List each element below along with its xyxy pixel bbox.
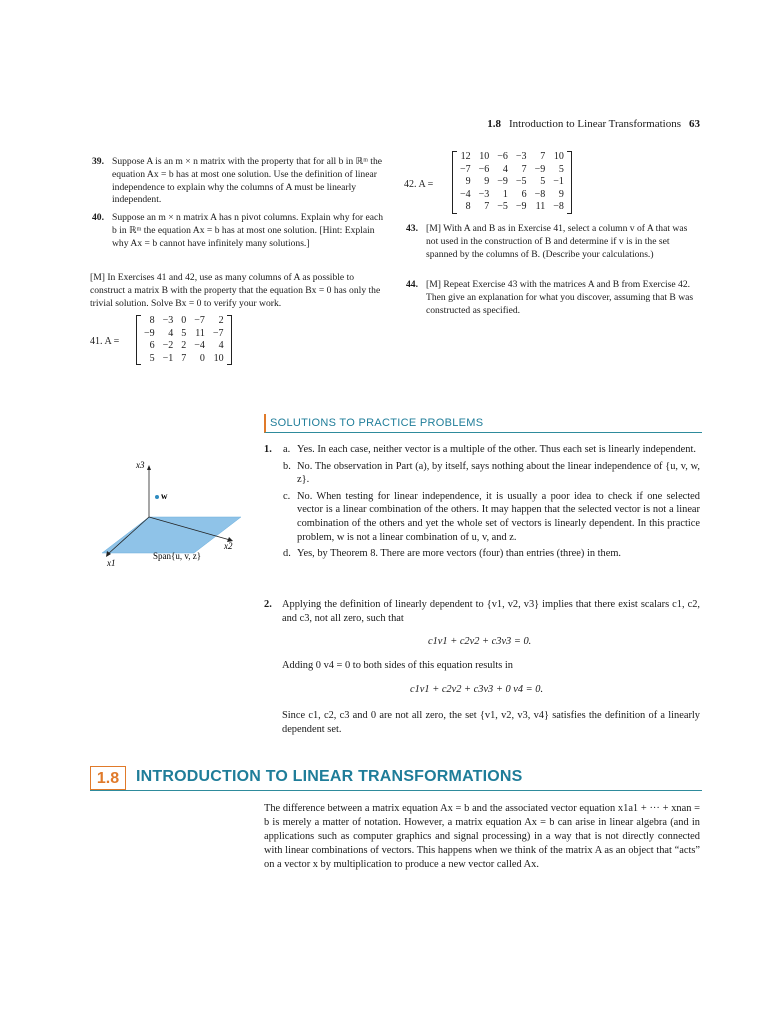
part-text: Yes, by Theorem 8. There are more vectors (four) than entries (three) in them. [297,548,622,560]
solution-2-part-3 [264,709,700,736]
equation-1: c1v1 + c2v2 + c3v3 = 0. [428,636,532,647]
matrix-entry: −2 [162,340,174,352]
span-label: Span{u, v, z} [153,551,202,561]
matrix-row [456,164,568,177]
solutions-heading: SOLUTIONS TO PRACTICE PROBLEMS [270,417,484,429]
exercise-41-label: 41. A = [90,336,120,347]
solution-1d [283,547,700,561]
exercise-text: [M] Repeat Exercise 43 with the matrices A and B from Exercise 42. Then give an explanation for what you discover, assuming that B was constructed as specified. [426,279,694,316]
matrix-entry: −3 [162,315,174,326]
matrix-row [140,315,228,328]
equation-2: c1v1 + c2v2 + c3v3 + 0 v4 = 0. [410,684,544,695]
part-label: d. [283,548,291,560]
matrix-entry: 10 [213,352,224,364]
matrix-entry: 11 [195,327,205,339]
matrix-42 [452,151,572,217]
section-heading [90,766,702,791]
matrix-row [456,201,568,214]
matrix-entry: 7 [521,163,527,175]
exercise-text: [M] With A and B as in Exercise 41, select a column v of A that was not used in the construction of B and determine if v is in the set spanned by the columns of B. (Describe your calculations.) [426,223,688,260]
matrix-entry: −6 [497,151,508,162]
matrix-entry: −4 [194,340,205,352]
exercise-m-instructions [90,272,384,310]
span-plane [102,517,241,553]
matrix-entry: 9 [465,176,471,188]
matrix-entry: 6 [149,340,155,352]
matrix-entry: −7 [460,163,471,175]
matrix-entry: 12 [460,151,471,162]
matrix-entry: 8 [465,201,471,213]
matrix-entry: −3 [478,188,490,200]
exercise-number: 40. [92,212,104,223]
vector-w-point [155,495,159,499]
exercise-text: [M] In Exercises 41 and 42, use as many columns of A as possible to construct a matrix B with the property that the equation Bx = 0 has only the trivial solution. Solve Bx = 0 to verify your work. [90,272,381,309]
matrix-entry: 0 [181,315,187,326]
x3-arrow-icon [147,465,151,470]
matrix-row [140,353,228,366]
exercise-39 [92,156,384,207]
part-label: a. [283,444,291,455]
matrix-entry: −9 [515,201,527,213]
solution-2-text-3: Since c1, c2, c3 and 0 are not all zero, the set {v1, v2, v3, v4} satisfies the definition of a linearly dependent set. [282,710,700,735]
matrix-entry: −6 [478,163,490,175]
exercise-number: 43. [406,223,418,234]
section-number: 1.8 [90,766,126,790]
matrix-entry: 1 [502,188,508,200]
matrix-entry: 5 [181,327,187,339]
solution-1c [283,490,700,544]
matrix-entry: 2 [181,340,187,352]
x3-label: x3 [136,460,145,470]
exercise-number: 39. [92,156,104,167]
exercise-number: 44. [406,279,418,290]
x1-label: x1 [107,558,116,568]
matrix-entry: −1 [162,352,174,364]
matrix-entry: −7 [212,327,224,339]
header-section-number: 1.8 [487,118,501,130]
matrix-row [140,328,228,341]
matrix-entry: −3 [515,151,527,162]
matrix-entry: 4 [502,163,508,175]
matrix-row [140,340,228,353]
matrix-row [456,176,568,189]
matrix-entry: −8 [534,188,546,200]
matrix-entry: 6 [521,188,527,200]
matrix-entry: 8 [149,315,155,326]
matrix-entry: −4 [460,188,471,200]
exercise-40 [92,212,384,250]
exercise-text: Suppose an m × n matrix A has n pivot columns. Explain why for each b in ℝᵐ the equation Ax = b has at most one solution. [Hint: Explain why Ax = b cannot have infinitely many solutions.] [112,212,384,249]
matrix-entry: −5 [497,201,508,213]
w-label: w [161,491,168,501]
solution-2-text-2: Adding 0 v4 = 0 to both sides of this equation results in [282,660,513,671]
matrix-entry: −9 [534,163,546,175]
x2-label: x2 [224,541,233,551]
matrix-entry: 11 [535,201,546,213]
matrix-entry: 10 [553,151,564,162]
exercise-42-label: 42. A = [404,179,434,190]
matrix-entry: 5 [149,352,155,364]
matrix-row [456,189,568,202]
matrix-entry: 9 [484,176,490,188]
matrix-entry: −9 [144,327,155,339]
solution-2-text-1: Applying the definition of linearly dependent to {v1, v2, v3} implies that there exist scalars c1, c2, and c3, not all zero, such that [282,599,700,624]
solution-1 [264,443,700,561]
matrix-entry: 9 [558,188,564,200]
matrix-entry: −5 [515,176,527,188]
exercise-text: Suppose A is an m × n matrix with the property that for all b in ℝᵐ the equation Ax = b has at most one solution. Use the definition of linear independence to explain why the columns of A must be linearly independent. [112,156,383,206]
solution-number: 2. [264,599,272,610]
part-text: No. When testing for linear independence, it is usually a poor idea to check if one selected vector is a linear combination of the others. It may happen that the selected vector is not a linear combination of the others and yet the whole set of vectors is linearly dependent. In this practice problem, w is not a linear combination of u, v, and z. [297,490,700,543]
matrix-entry: −8 [553,201,564,213]
matrix-entry: 7 [181,352,187,364]
section-title: INTRODUCTION TO LINEAR TRANSFORMATIONS [136,768,523,785]
matrix-41 [136,315,232,368]
part-text: Yes. In each case, neither vector is a multiple of the other. Thus each set is linearly independent. [297,444,696,455]
part-text: No. The observation in Part (a), by itself, says nothing about the linear independence of {u, v, w, z}. [297,460,700,486]
solution-1b [283,460,700,487]
matrix-row [456,151,568,164]
exercise-44 [406,279,700,317]
matrix-entry: 10 [479,151,490,162]
span-plane-figure [96,456,246,576]
solution-2-part-2 [264,659,700,673]
matrix-entry: 5 [558,163,564,175]
matrix-entry: 7 [540,151,546,162]
part-label: b. [283,460,291,472]
matrix-entry: −9 [497,176,508,188]
solution-1a [283,443,700,457]
matrix-entry: −7 [194,315,205,326]
header-title: Introduction to Linear Transformations [508,118,681,130]
matrix-entry: 2 [218,315,224,326]
solution-number: 1. [264,444,272,455]
matrix-entry: 4 [168,327,174,339]
matrix-entry: 7 [484,201,490,213]
solution-2 [264,598,700,625]
part-label: c. [283,490,291,502]
matrix-entry: 0 [199,352,205,364]
running-header [487,118,700,130]
exercise-43 [406,223,700,261]
matrix-entry: −1 [553,176,564,188]
section-intro-paragraph: The difference between a matrix equation Ax = b and the associated vector equation x1a1 + ··· + xnan = b is merely a matter of notation. However, a matrix equation Ax = b can arise in linear algebra (and in applications such as computer graphics and signal processing) in a way that is not directly connected with linear combinations of vectors. This happens when we think of the matrix A as an object that “acts” on a vector x by multiplication to produce a new vector called Ax. [264,803,700,870]
matrix-entry: 4 [218,340,224,352]
page-number: 63 [689,118,700,130]
matrix-entry: 5 [540,176,546,188]
